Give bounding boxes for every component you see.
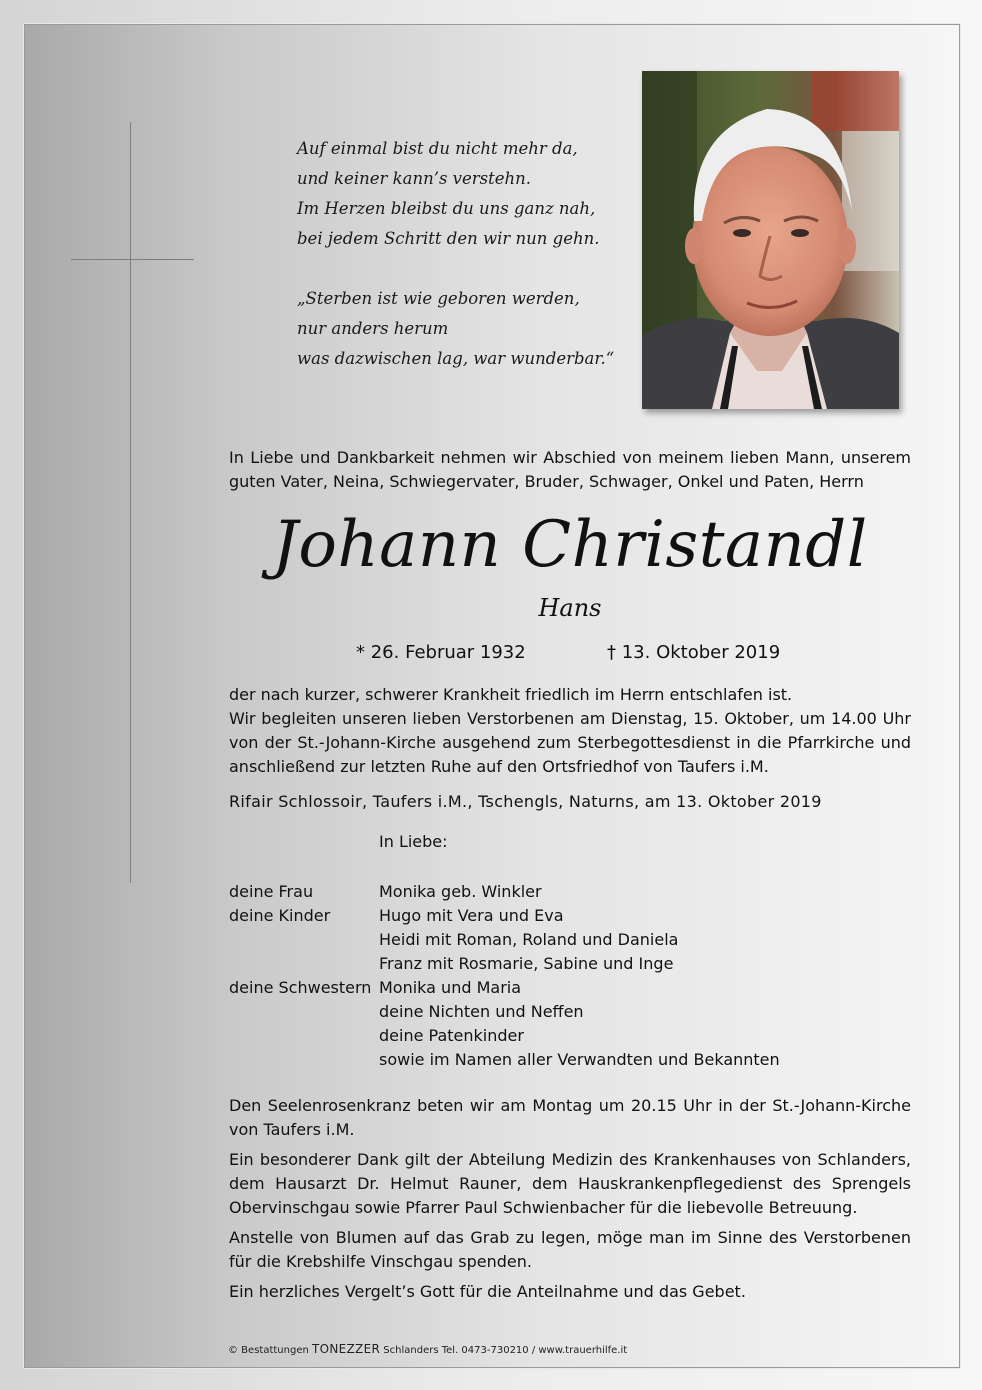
list-item [229, 1024, 911, 1048]
list-item [229, 976, 911, 1000]
poem-stanza-2 [297, 284, 617, 374]
list-item [229, 952, 911, 976]
poem-line: bei jedem Schritt den wir nun gehn. [297, 229, 600, 248]
poem-line: was dazwischen lag, war wunderbar.“ [297, 349, 615, 368]
deceased-nickname: Hans [538, 594, 602, 622]
rosary-note: Den Seelenrosenkranz beten wir am Montag um 20.15 Uhr in der St.-Johann-Kirche von Taufers i.M. [229, 1096, 911, 1139]
intro-text [229, 446, 911, 494]
mourners-list [229, 830, 911, 1072]
gratitude-note: Ein herzliches Vergelt’s Gott für die Anteilnahme und das Gebet. [229, 1282, 746, 1301]
cross-horizontal-bar [71, 259, 194, 260]
mourner-names: deine Patenkinder [379, 1026, 524, 1045]
cross-vertical-bar [130, 122, 131, 883]
list-item [229, 1048, 911, 1072]
announcement-line: von der St.-Johann-Kirche ausgehend zum Sterbegottesdienst in die Pfarrkirche und [229, 733, 911, 752]
portrait-illustration [642, 71, 899, 409]
mourner-names: sowie im Namen aller Verwandten und Bekannten [379, 1050, 780, 1069]
relation-label: deine Schwestern [229, 978, 372, 997]
closing-notes [229, 1094, 911, 1310]
place-and-date: Rifair Schlossoir, Taufers i.M., Tschengls, Naturns, am 13. Oktober 2019 [229, 792, 822, 811]
relation-label: deine Frau [229, 882, 314, 901]
announcement-line: der nach kurzer, schwerer Krankheit friedlich im Herrn entschlafen ist. [229, 685, 793, 704]
mourner-names: Hugo mit Vera und Eva [379, 906, 564, 925]
thanks-note: Ein besonderer Dank gilt der Abteilung Medizin des Krankenhauses von Schlanders, dem Hausarzt Dr. Helmut Rauner, dem Hauskrankenpflegedienst des Sprengels Obervinschgau sowie Pfarrer Paul Schwienbacher für die liebevolle Betreuung. [229, 1150, 911, 1217]
poem-line: „Sterben ist wie geboren werden, [297, 289, 580, 308]
list-item [229, 928, 911, 952]
deceased-name: Johann Christandl [272, 508, 868, 582]
list-item [229, 880, 911, 904]
poem-stanza-1 [297, 134, 617, 254]
funeral-announcement [229, 683, 911, 779]
mourner-names: Monika und Maria [379, 978, 522, 997]
announcement-line: anschließend zur letzten Ruhe auf den Ortsfriedhof von Taufers i.M. [229, 757, 769, 776]
poem-line: Im Herzen bleibst du uns ganz nah, [297, 199, 596, 218]
portrait-photo [642, 71, 899, 409]
mourners-heading-row [229, 830, 911, 854]
poem-line: und keiner kann’s verstehn. [297, 169, 532, 188]
poem-line: Auf einmal bist du nicht mehr da, [297, 139, 578, 158]
donation-note: Anstelle von Blumen auf das Grab zu legen, möge man im Sinne des Verstorbenen für die Krebshilfe Vinschgau spenden. [229, 1228, 911, 1271]
poem-line: nur anders herum [297, 319, 449, 338]
poem [297, 134, 617, 404]
footer-brand: TONEZZER [312, 1342, 381, 1356]
list-item [229, 1000, 911, 1024]
footer-details: Schlanders Tel. 0473-730210 / www.trauerhilfe.it [383, 1345, 628, 1356]
relation-label: deine Kinder [229, 906, 331, 925]
mourner-names: Franz mit Rosmarie, Sabine und Inge [379, 954, 674, 973]
mourner-names: deine Nichten und Neffen [379, 1002, 584, 1021]
footer [228, 1342, 627, 1358]
mourners-heading: In Liebe: [379, 832, 448, 851]
intro-line: guten Vater, Neina, Schwiegervater, Bruder, Schwager, Onkel und Paten, Herrn [229, 472, 864, 491]
footer-copyright: © Bestattungen [228, 1345, 309, 1356]
list-item [229, 904, 911, 928]
death-date: † 13. Oktober 2019 [607, 642, 781, 663]
mourner-names: Monika geb. Winkler [379, 882, 542, 901]
intro-line: In Liebe und Dankbarkeit nehmen wir Abschied von meinem lieben Mann, unserem [229, 448, 911, 467]
mourner-names: Heidi mit Roman, Roland und Daniela [379, 930, 679, 949]
announcement-line: Wir begleiten unseren lieben Verstorbenen am Dienstag, 15. Oktober, um 14.00 Uhr [229, 709, 911, 728]
birth-date: * 26. Februar 1932 [356, 642, 526, 663]
